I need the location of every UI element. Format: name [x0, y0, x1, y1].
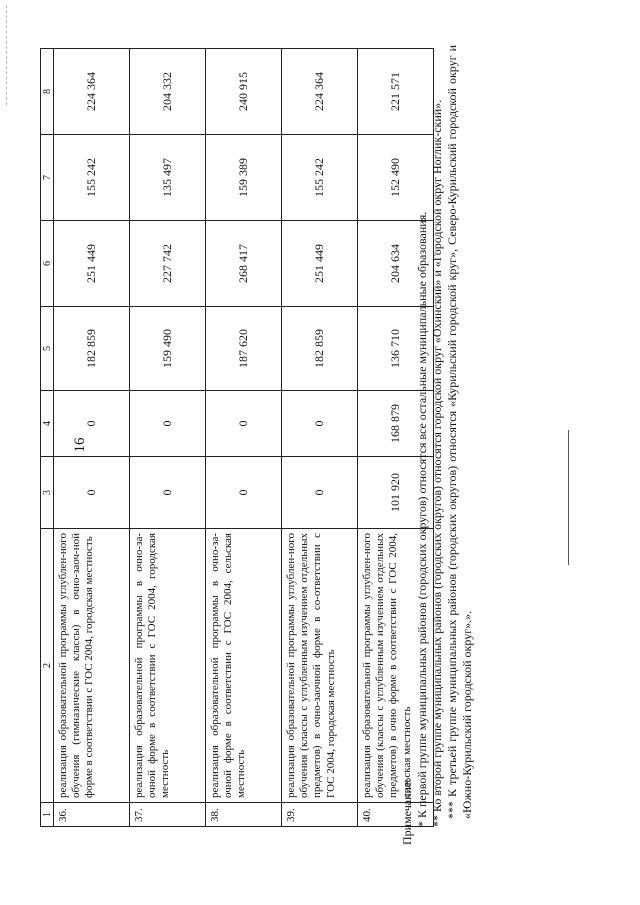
cell-value: 240 915 [206, 49, 282, 135]
column-number: 2 [41, 529, 54, 803]
row-description: реализация образовательной программы в очно-за-очной форме в соответствии с ГОС 2004, сельская местность [206, 529, 282, 803]
cell-value: 0 [54, 457, 130, 529]
column-number: 3 [41, 457, 54, 529]
cell-value: 0 [206, 391, 282, 457]
cell-value: 152 490 [358, 135, 434, 221]
cell-value: 0 [54, 391, 130, 457]
cell-value: 0 [282, 391, 358, 457]
cell-value: 182 859 [54, 307, 130, 391]
cell-value: 155 242 [282, 135, 358, 221]
column-number: 6 [41, 221, 54, 307]
table-row [54, 49, 130, 827]
separator-line [568, 430, 569, 565]
cell-value: 268 417 [206, 221, 282, 307]
cell-value: 0 [206, 457, 282, 529]
rates-table [40, 48, 434, 827]
scan-edge-mark [6, 5, 7, 105]
cell-value: 0 [130, 391, 206, 457]
cell-value: 0 [130, 457, 206, 529]
cell-value: 168 879 [358, 391, 434, 457]
row-description: реализация образовательной программы в очно-за-очной форме в соответствии с ГОС 2004, городская местность [130, 529, 206, 803]
cell-value: 204 332 [130, 49, 206, 135]
row-description: реализация образовательной программы углублен-ного обучения (гимназические классы) в очно-заоч-ной форме в соответствии с ГОС 2004, городская местность [54, 529, 130, 803]
cell-value: 204 634 [358, 221, 434, 307]
notes-title: Примечание: [400, 778, 414, 845]
cell-value: 155 242 [54, 135, 130, 221]
row-description: реализация образовательной программы углублен-ного обучения (классы с углубленным изучением отдельных предметов) в очно форме в соответствии с ГОС 2004, сельская местность [358, 529, 434, 803]
cell-value: 224 364 [282, 49, 358, 135]
footnote-2: ** Ко второй группе муниципальных районов (городских округов) относятся городской округ «Охинский» и «Городской округ Ноглик-ский». [430, 99, 444, 827]
cell-value: 159 490 [130, 307, 206, 391]
column-number: 5 [41, 307, 54, 391]
footnotes [400, 45, 475, 845]
table-row [206, 49, 282, 827]
cell-value: 101 920 [358, 457, 434, 529]
cell-value: 227 742 [130, 221, 206, 307]
row-number: 37. [130, 803, 206, 827]
cell-value: 251 449 [282, 221, 358, 307]
footnote-1: * К первой группе муниципальных районов (городских округов) относятся все остальные муниципальные образования. [415, 211, 429, 827]
row-description: реализация образовательной программы углублен-ного обучения (классы с углубленным изучением отдельных предметов) в очно-заочной форме в со-ответствии с ГОС 2004, городская местность [282, 529, 358, 803]
cell-value: 159 389 [206, 135, 282, 221]
column-number: 7 [41, 135, 54, 221]
cell-value: 221 571 [358, 49, 434, 135]
column-number: 8 [41, 49, 54, 135]
row-number: 38. [206, 803, 282, 827]
cell-value: 136 710 [358, 307, 434, 391]
cell-value: 251 449 [54, 221, 130, 307]
column-number-row [41, 49, 54, 827]
cell-value: 0 [282, 457, 358, 529]
row-number: 36. [54, 803, 130, 827]
footnote-3: *** К третьей группе муниципальных районов (городских округов) относятся «Курильский городской круг», Северо-Курильский городской округ и «Южно-Курильский городской округ».». [445, 45, 474, 819]
row-number: 39. [282, 803, 358, 827]
table-row [130, 49, 206, 827]
cell-value: 187 620 [206, 307, 282, 391]
row-number: 40. [358, 803, 434, 827]
cell-value: 224 364 [54, 49, 130, 135]
cell-value: 182 859 [282, 307, 358, 391]
table-row [282, 49, 358, 827]
cell-value: 135 497 [130, 135, 206, 221]
page-number: 16 [72, 437, 88, 453]
column-number: 4 [41, 391, 54, 457]
column-number: 1 [41, 803, 54, 827]
